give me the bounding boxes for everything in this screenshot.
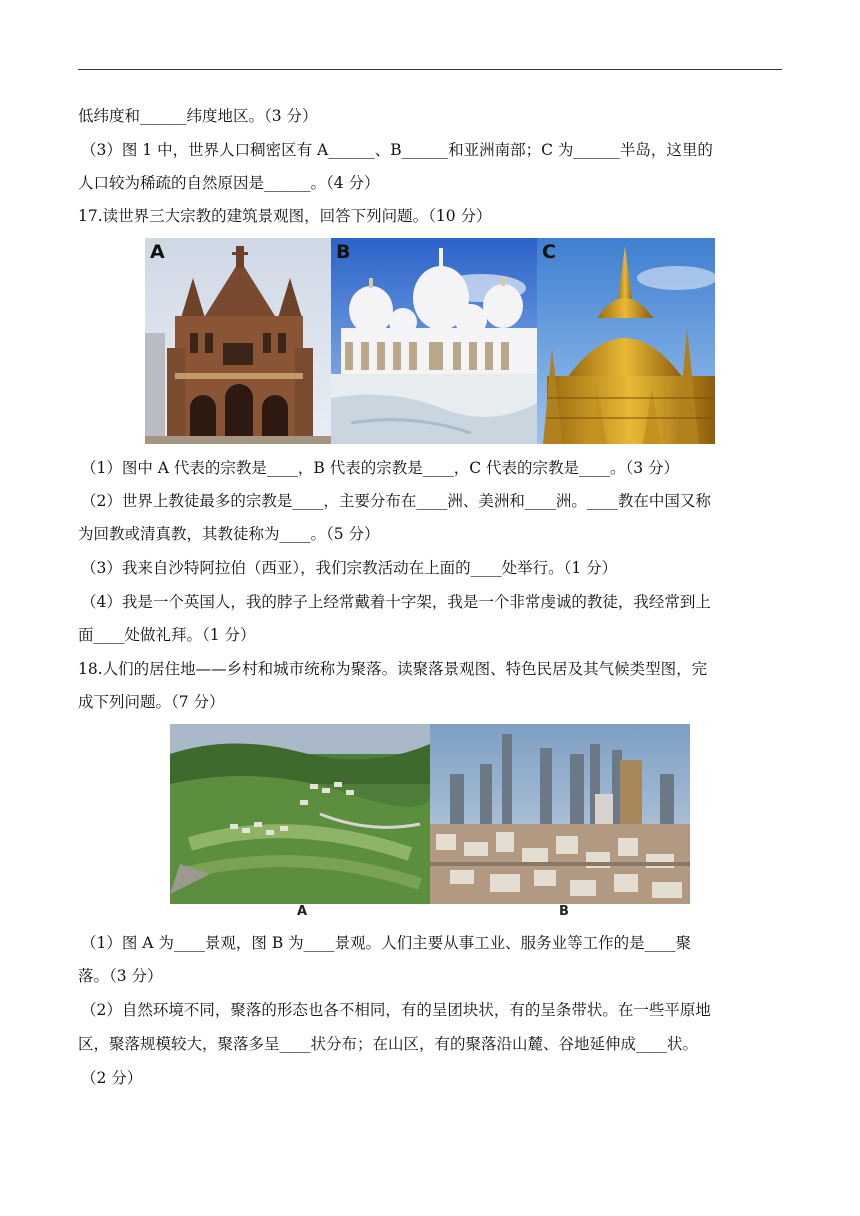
text-line: （1）图 A 为____景观，图 B 为____景观。人们主要从事工业、服务业等工作的是____聚 — [81, 934, 692, 952]
text-line: 为回教或清真教，其教徒称为____。（5 分） — [78, 525, 380, 543]
settlement-figure — [170, 724, 690, 904]
text-line: （2）自然环境不同，聚落的形态也各不相同，有的呈团块状，有的呈条带状。在一些平原地 — [81, 1001, 711, 1019]
text-line: （4）我是一个英国人，我的脖子上经常戴着十字架，我是一个非常虔诚的教徒，我经常到上 — [81, 593, 711, 611]
urban-settlement-photo — [430, 724, 690, 904]
figure-caption-b: B — [559, 904, 569, 919]
header-rule — [78, 69, 782, 70]
figure-caption-a: A — [297, 904, 308, 919]
text-line: 落。（3 分） — [78, 967, 163, 985]
text-line: 面____处做礼拜。（1 分） — [78, 626, 256, 644]
rural-settlement-photo — [170, 724, 430, 904]
question-18-heading: 18.人们的居住地——乡村和城市统称为聚落。读聚落景观图、特色民居及其气候类型图，完 — [78, 660, 708, 678]
pagoda-photo — [537, 238, 715, 444]
figure-label-c: C — [542, 241, 556, 263]
text-line: （3）我来自沙特阿拉伯（西亚），我们宗教活动在上面的____处举行。（1 分） — [81, 559, 618, 577]
text-line: 人口较为稀疏的自然原因是______。（4 分） — [78, 174, 380, 192]
text-line: （2）世界上教徒最多的宗教是____，主要分布在____洲、美洲和____洲。____教在中国又称 — [81, 492, 711, 510]
text-line: （2 分） — [81, 1069, 143, 1087]
figure-label-a: A — [150, 241, 165, 263]
text-line: （1）图中 A 代表的宗教是____，B 代表的宗教是____，C 代表的宗教是____。（3 分） — [81, 459, 680, 477]
mosque-photo — [331, 238, 537, 444]
text-line: （3）图 1 中，世界人口稠密区有 A______、B______和亚洲南部；C 为______半岛，这里的 — [81, 141, 713, 159]
cathedral-photo — [145, 238, 331, 444]
question-17-heading: 17.读世界三大宗教的建筑景观图，回答下列问题。（10 分） — [78, 207, 492, 225]
religion-buildings-figure — [145, 238, 715, 444]
figure-label-b: B — [336, 241, 351, 263]
text-line: 成下列问题。（7 分） — [78, 693, 225, 711]
text-line: 低纬度和______纬度地区。（3 分） — [78, 107, 318, 125]
text-line: 区，聚落规模较大，聚落多呈____状分布；在山区，有的聚落沿山麓、谷地延伸成____状。 — [78, 1035, 699, 1053]
